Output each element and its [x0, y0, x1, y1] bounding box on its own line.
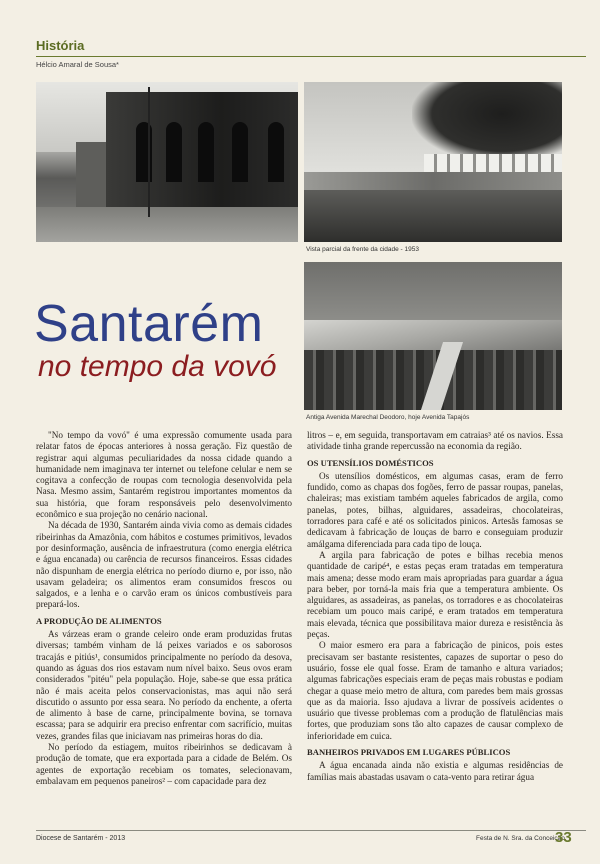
section-rule: [36, 42, 586, 57]
riverfront-photo: [304, 82, 562, 242]
subheading: A PRODUÇÃO DE ALIMENTOS: [36, 615, 162, 626]
author-byline: Hélcio Amaral de Sousa*: [36, 60, 119, 69]
paragraph: Os utensílios domésticos, em algumas casas, eram de ferro fundido, como as chapas dos fogões, ferro de passar roupas, panelas, chaleiras; mas existiam também aqueles fabricados de argila, como panelas, potes, bilhas, alguidares, assadeiras, chocolateiras, torradores para café e até os solicitados pinicos. Artesãs famosas se dedicavam à fabricação de louças de barro e conseguiam produzir amálgama diferenciada para cada tipo de louça.: [307, 470, 563, 549]
street-photo: [36, 82, 298, 242]
subheading: BANHEIROS PRIVADOS EM LUGARES PÚBLICOS: [307, 747, 511, 758]
paragraph: No período da estiagem, muitos ribeirinhos se dedicavam à produção de tomate, que era exportada para a cidade de Belém. Os agentes de exportação recebiam os tomates, selecionavam, embalavam em pequenos paneiros² – com capacidade para dez: [36, 742, 292, 786]
footer-rule: [36, 830, 586, 831]
paragraph: A água encanada ainda não existia e algumas residências de famílias mais abastadas usavam o cata-vento para retirar água: [307, 760, 563, 782]
section-title: História: [36, 38, 85, 53]
paragraph: As várzeas eram o grande celeiro onde eram produzidas frutas diversas; também vinham de lá peixes variados e os saborosos tracajás e pitiús¹, consumidos principalmente no período da desova, quando as águas dos rios estavam num nível baixo. Seus ovos eram considerados "pitéu" pela população. Hoje, sabe-se que essa prática não é mais aceita pelos conservacionistas, mas aqui não será discutido o assunto por essa seara. No período da enchente, a oferta de alimento à base de carne, principalmente bovina, se tornava escassa; para se adquirir era preciso enfrentar com sacrifício, muitas vezes, grandes filas que iniciavam nas primeiras horas do dia.: [36, 629, 292, 741]
paragraph: "No tempo da vovó" é uma expressão comumente usada para relatar fatos de épocas anteriores à nossa geração. Fiz questão de registrar aqui algumas peculiaridades da nossa cidade quando a humanidade nem imaginava ter internet ou telefone celular e nem se cogitava a confecção de roupas com tecnologia desenvolvida pela Nasa. Mesmo assim, Santarém registrou importantes momentos da sua história, que foram responsáveis pelo desenvolvimento econômico e sua projeção no cenário nacional.: [36, 430, 292, 520]
footer-publication: Diocese de Santarém - 2013: [36, 835, 126, 842]
paragraph: A argila para fabricação de potes e bilhas recebia menos quantidade de caripé⁴, e estas peças eram tratadas em temperatura mais amena; desse modo eram mais apropriadas para guardar a água para beber, por torná-la mais fria que a temperatura ambiente. Os alguidares, as assadeiras, as panelas, os torradores e as chocolateiras recebiam um pouco mais caripé, e eram tratados em temperatura mais elevada, técnica que possibilitava maior dureza e resistência às peças.: [307, 549, 563, 640]
photo-caption-riverfront: Vista parcial da frente da cidade - 1953: [306, 246, 419, 253]
subheading: OS UTENSÍLIOS DOMÉSTICOS: [307, 457, 434, 468]
article-column-2: [307, 430, 563, 783]
paragraph: O maior esmero era para a fabricação de pinicos, pois estes precisavam ser bastante resistentes, capazes de suportar o peso do usuário, fosse ele qual fosse. Eram de tamanho e altura variados; algumas fabricações especiais eram de peças mais robustas e podiam chegar a quase meio metro de altura, com paredes bem mais grossas que as da maioria. Isso ajudava a livrar de possíveis acidentes o usuário que tivesse problemas com a produção de flatulências mais fortes, que produziam sons tão alto capazes de causar complexo de inferioridade em cuica.: [307, 640, 563, 741]
article-subtitle: no tempo da vovó: [38, 350, 277, 383]
footer-issue: Festa de N. Sra. da Conceição: [476, 835, 565, 842]
paragraph: litros – e, em seguida, transportavam em catraias³ até os navios. Essa atividade tinha grande repercussão na economia da região.: [307, 430, 563, 452]
page-number: 33: [555, 829, 572, 846]
paragraph: Na década de 1930, Santarém ainda vivia como as demais cidades ribeirinhas da Amazônia, com hábitos e costumes primitivos, levados por desinformação, ausência de infraestrutura (como energia elétrica e água encanada) ou carência de recursos financeiros. Essas cidades não dispunham de energia elétrica no período diurno e, por isso, não usavam geladeira; os alimentos eram consumidos frescos ou salgados, e a lenha e o carvão eram os únicos combustíveis para prepará-los.: [36, 520, 292, 610]
photo-caption-avenue: Antiga Avenida Marechal Deodoro, hoje Avenida Tapajós: [306, 414, 470, 421]
article-title: Santarém: [34, 295, 264, 353]
article-column-1: [36, 430, 292, 787]
aerial-avenue-photo: [304, 262, 562, 410]
